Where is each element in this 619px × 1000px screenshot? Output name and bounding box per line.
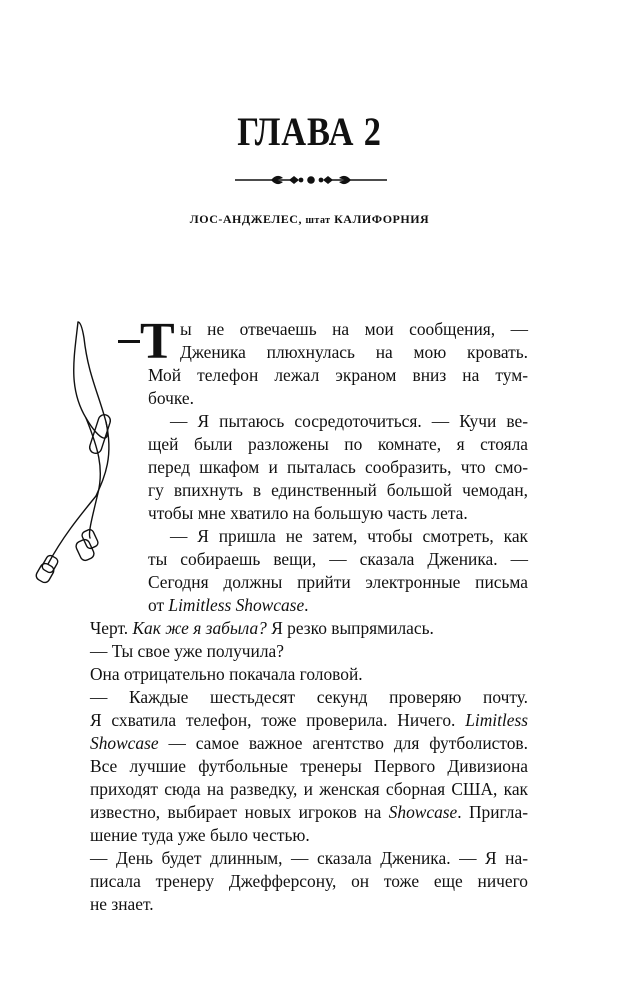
text-span: Я схватила телефон, тоже проверила. Ничего. bbox=[90, 710, 466, 730]
text-line: не знает. bbox=[90, 894, 154, 914]
text-line: — Ты свое уже получила? bbox=[90, 641, 284, 661]
text-line: чтобы мне хватило на большую часть лета. bbox=[148, 503, 468, 523]
text-line: — Я пытаюсь сосредоточиться. — Кучи ве- bbox=[170, 411, 528, 431]
earbuds-illustration-icon bbox=[28, 318, 128, 590]
text-line: Сегодня должны прийти электронные письма bbox=[148, 572, 528, 592]
text-line: — Я пришла не затем, чтобы смотреть, как bbox=[170, 526, 528, 546]
location-state-word: штат bbox=[305, 215, 331, 226]
text-line bbox=[90, 709, 528, 732]
text-span: . Пригла- bbox=[457, 802, 528, 822]
text-span: Я резко выпрямилась. bbox=[266, 618, 434, 638]
text-line bbox=[90, 801, 528, 824]
drop-cap-dash bbox=[118, 340, 140, 343]
location-state: КАЛИФОРНИЯ bbox=[334, 212, 430, 226]
text-line: ы не отвечаешь на мои сообщения, — bbox=[180, 319, 528, 339]
text-line: гу впихнуть в единственный большой чемодан, bbox=[148, 480, 528, 500]
text-line: бочке. bbox=[148, 388, 194, 408]
text-span: Showcase bbox=[90, 733, 159, 753]
text-line: щей были разложены по комнате, я стояла bbox=[148, 434, 528, 454]
text-span: Как же я забыла? bbox=[132, 618, 267, 638]
text-line: перед шкафом и пыталась сообразить, что смо- bbox=[148, 457, 528, 477]
text-line: приходят сюда на разведку, и женская сборная США, как bbox=[90, 779, 528, 799]
chapter-location bbox=[0, 212, 619, 227]
text-span: — самое важное агентство для футболистов. bbox=[158, 733, 528, 753]
text-line: Все лучшие футбольные тренеры Первого Дивизиона bbox=[90, 756, 528, 776]
vine-flourish-icon bbox=[231, 170, 391, 190]
text-line bbox=[90, 617, 528, 640]
text-line: Она отрицательно покачала головой. bbox=[90, 664, 363, 684]
text-line bbox=[90, 732, 528, 755]
text-line: Дженика плюхнулась на мою кровать. bbox=[180, 342, 528, 362]
location-city: ЛОС-АНДЖЕЛЕС, bbox=[189, 212, 302, 226]
text-line bbox=[148, 594, 528, 617]
text-span: от bbox=[148, 595, 169, 615]
text-span: Limitless Showcase bbox=[168, 595, 305, 615]
chapter-title: ГЛАВА 2 bbox=[237, 109, 382, 154]
text-line: шение туда уже было честью. bbox=[90, 825, 310, 845]
text-span: Limitless bbox=[465, 710, 528, 730]
text-line: Мой телефон лежал экраном вниз на тум- bbox=[148, 365, 528, 385]
text-line: — Каждые шестьдесят секунд проверяю почту. bbox=[90, 687, 528, 707]
text-line: — День будет длинным, — сказала Дженика. — Я на- bbox=[90, 848, 528, 868]
text-span: Showcase bbox=[388, 802, 458, 822]
text-span: Черт. bbox=[90, 618, 133, 638]
text-line: ты собираешь вещи, — сказала Дженика. — bbox=[148, 549, 528, 569]
text-span: . bbox=[304, 595, 309, 615]
text-span: известно, выбирает новых игроков на bbox=[90, 802, 389, 822]
text-line: писала тренеру Джефферсону, он тоже еще ничего bbox=[90, 871, 528, 891]
drop-cap: Т bbox=[140, 313, 175, 370]
